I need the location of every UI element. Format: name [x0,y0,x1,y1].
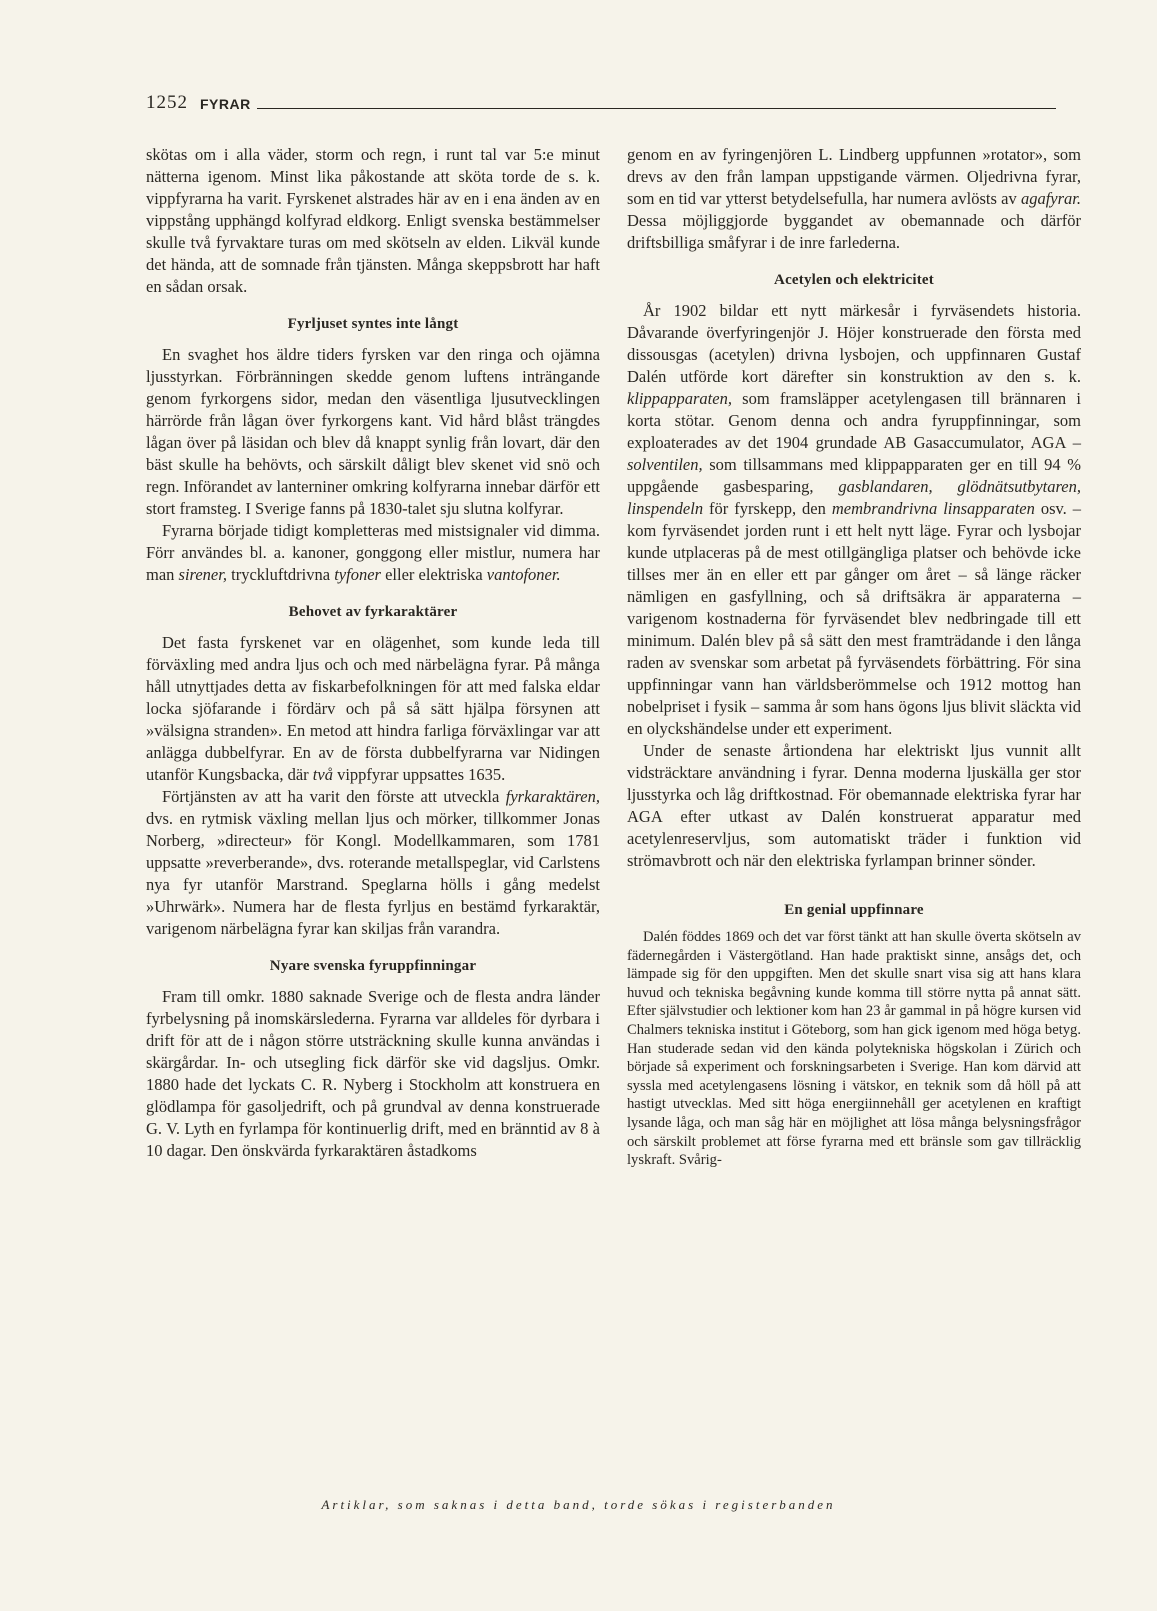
paragraph: Dalén föddes 1869 och det var först tänkt att han skulle överta skötseln av fädernegården i Västergötland. Han hade praktiskt sinne, ansågs det, och lämpade sig för den uppgiften. Men det skulle snart visa sig att hans klara huvud och tekniska begåvning kunde komma till större nytta på annat sätt. Efter självstudier och lektioner kom han 23 år gammal in på högre kursen vid Chalmers tekniska institut i Göteborg, som han gick igenom med höga betyg. Han studerade sedan vid den kända polytekniska högskolan i Zürich och började så experiment och forskningsarbeten i Sverige. Han kom därvid att syssla med acetylengasens lösning i vätskor, en teknik som då höll på att hastigt utvecklas. Med sitt höga energiinnehåll ger acetylenen en kraftigt lysande låga, och man såg här en möjlighet att lösa många belysningsfrågor och särskilt problemet att förse fyrarna med ett bränsle som gav tillräcklig lyskraft. Svårig- [627,929,1081,1169]
italic-term: solventilen, [627,455,703,474]
paragraph: Fram till omkr. 1880 saknade Sverige och de flesta andra länder fyrbelysning på inomskärslederna. Fyrarna var alldeles för dyrbara i drift för att de i någon större utsträckning skulle kunna användas i skärgårdar. In- och utsegling fick därför ske vid dagsljus. Omkr. 1880 hade det lyckats C. R. Nyberg i Stockholm att konstruera en glödlampa för gasoljedrift, och på grundval av denna konstruerade G. V. Lyth en fyrlampa för kontinuerlig drift, med en bränntid av 8 à 10 dagar. Den önskvärda fyrkaraktären åstadkoms [146,987,600,1160]
page-number: 1252 [146,92,188,113]
paragraph: En svaghet hos äldre tiders fyrsken var den ringa och ojämna ljusstyrkan. Förbränningen skedde genom luftens inträngande genom fyrkorgens sidor, medan den väsentliga ljusutvecklingen härrörde från lågan över fyrkorgens kant. Vid hård blåst trängdes lågan över på läsidan och blev då knappt synlig från lovart, där den bäst skulle ha behövts, och särskilt dåligt blev skenet vid snö och regn. Införandet av lanterniner omkring kolfyrarna innebar därför ett stort framsteg. I Sverige fanns på 1830-talet sju slutna kolfyrar. [146,345,600,518]
paragraph: Det fasta fyrskenet var en olägenhet, som kunde leda till förväxling med andra ljus och och med närbelägna fyrar. På många håll utnyttjades detta av fiskarbefolkningen för att med falska eldar locka sjöfarande i fördärv och på så sätt hjälpa försynen att »välsigna stranden». En metod att hindra farliga förväxlingar var att anlägga dubbelfyrar. En av de första dubbelfyrarna var Nidingen utanför Kungsbacka, där två vippfyrar uppsattes 1635. [146,633,600,784]
italic-term: gasblandaren, glödnätsutbytaren, linspendeln [627,477,1081,518]
subheading: Nyare svenska fyruppfinningar [269,958,477,974]
right-column [627,144,1081,1170]
italic-term: membrandrivna linsapparaten [831,499,1035,518]
italic-term: tyfoner [334,565,381,584]
subheading: Fyrljuset syntes inte långt [287,316,459,332]
section-title: FYRAR [200,96,251,112]
paragraph: Förtjänsten av att ha varit den förste att utveckla fyrkaraktären, dvs. en rytmisk växling mellan ljus och mörker, tillkommer Jonas Norberg, »directeur» för Kongl. Modellkammaren, som 1781 uppsatte »reverberande», dvs. roterande metallspeglar, vid Carlstens nya fyr utanför Marstrand. Speglarna hölls i gång medelst »Uhrwärk». Numera har de flesta fyrljus en bestämd fyrkaraktär, varigenom närbelägna fyrar kan skiljas från varandra. [146,787,600,938]
left-column [146,144,600,1162]
paragraph: Under de senaste årtiondena har elektriskt ljus vunnit allt vidsträcktare användning i fyrar. Denna moderna ljuskälla ger stor ljusstyrka och låg driftkostnad. För obemannade elektriska fyrar har AGA efter utkast av Dalén konstruerat apparatur med acetylenreservljus, som automatiskt träder i funktion vid strömavbrott och när den elektriska fyrlampan brinner sönder. [627,741,1081,870]
subheading: Acetylen och elektricitet [774,272,934,288]
footer-note: Artiklar, som saknas i detta band, torde sökas i registerbanden [321,1497,836,1512]
subheading: En genial uppfinnare [784,902,924,918]
subheading: Behovet av fyrkaraktärer [288,604,458,620]
italic-term: vantofoner. [486,565,561,584]
running-header [146,89,1056,113]
italic-term: sirener, [178,565,227,584]
small-print-section [627,928,1081,1170]
paragraph: skötas om i alla väder, storm och regn, i runt tal var 5:e minut nätterna igenom. Minst lika påkostande att sköta torde de s. k. vippfyrarna ha varit. Fyrskenet alstrades här av en i ena änden av en vippstång upphängd kolfyrad eldkorg. Enligt svenska bestämmelser skulle två fyrvaktare turas om med skötseln av elden. Likväl kunde det hända, att de somnade från tjänsten. Många skeppsbrott har haft en sådan orsak. [146,145,600,296]
paragraph: genom en av fyringenjören L. Lindberg uppfunnen »rotator», som drevs av den från lampan uppstigande värmen. Oljedrivna fyrar, som en tid var ytterst betydelsefulla, har numera avlösts av agafyrar. Dessa möjliggjorde byggandet av obemannade och därför driftsbilliga småfyrar i de inre farlederna. [627,145,1081,252]
italic-term: fyrkaraktären, [505,787,600,806]
italic-term: agafyrar. [1020,189,1081,208]
paragraph: Fyrarna började tidigt kompletteras med mistsignaler vid dimma. Förr användes bl. a. kanoner, gonggong eller mistlur, numera har man sirener, tryckluftdrivna tyfoner eller elektriska vantofoner. [146,521,600,584]
header-rule [257,108,1056,109]
italic-term: två [312,765,333,784]
paragraph: År 1902 bildar ett nytt märkesår i fyrväsendets historia. Dåvarande överfyringenjör J. Höjer konstruerade den första med dissousgas (acetylen) drivna lysbojen, och uppfinnaren Gustaf Dalén utförde kort därefter sin konstruktion av den s. k. klippapparaten, som framsläpper acetylengasen till brännaren i korta stötar. Genom denna och andra fyruppfinningar, som exploaterades av det 1904 grundade AB Gasaccumulator, AGA – solventilen, som tillsammans med klippapparaten ger en till 94 % uppgående gasbesparing, gasblandaren, glödnätsutbytaren, linspendeln för fyrskepp, den membrandrivna linsapparaten osv. – kom fyrväsendet jorden runt i ett helt nytt läge. Fyrar och lysbojar kunde utplaceras på de mest otillgängliga platser och behövde icke tillses mer än en eller ett par gånger om året – så länge räcker nämligen en gasfyllning, och så driftsäkra är apparaterna – varigenom kostnaderna för fyrväsendet blev nedbringade till ett minimum. Dalén blev på så sätt den mest framträdande i den långa raden av svenskar som arbetat på fyrväsendets förbättring. För sina uppfinningar vann han världsberömmelse och 1912 mottog han nobelpriset i fysik – samma år som hans ögons ljus blivit släckta vid en olyckshändelse under ett experiment. [627,301,1081,738]
italic-term: klippapparaten, [627,389,732,408]
